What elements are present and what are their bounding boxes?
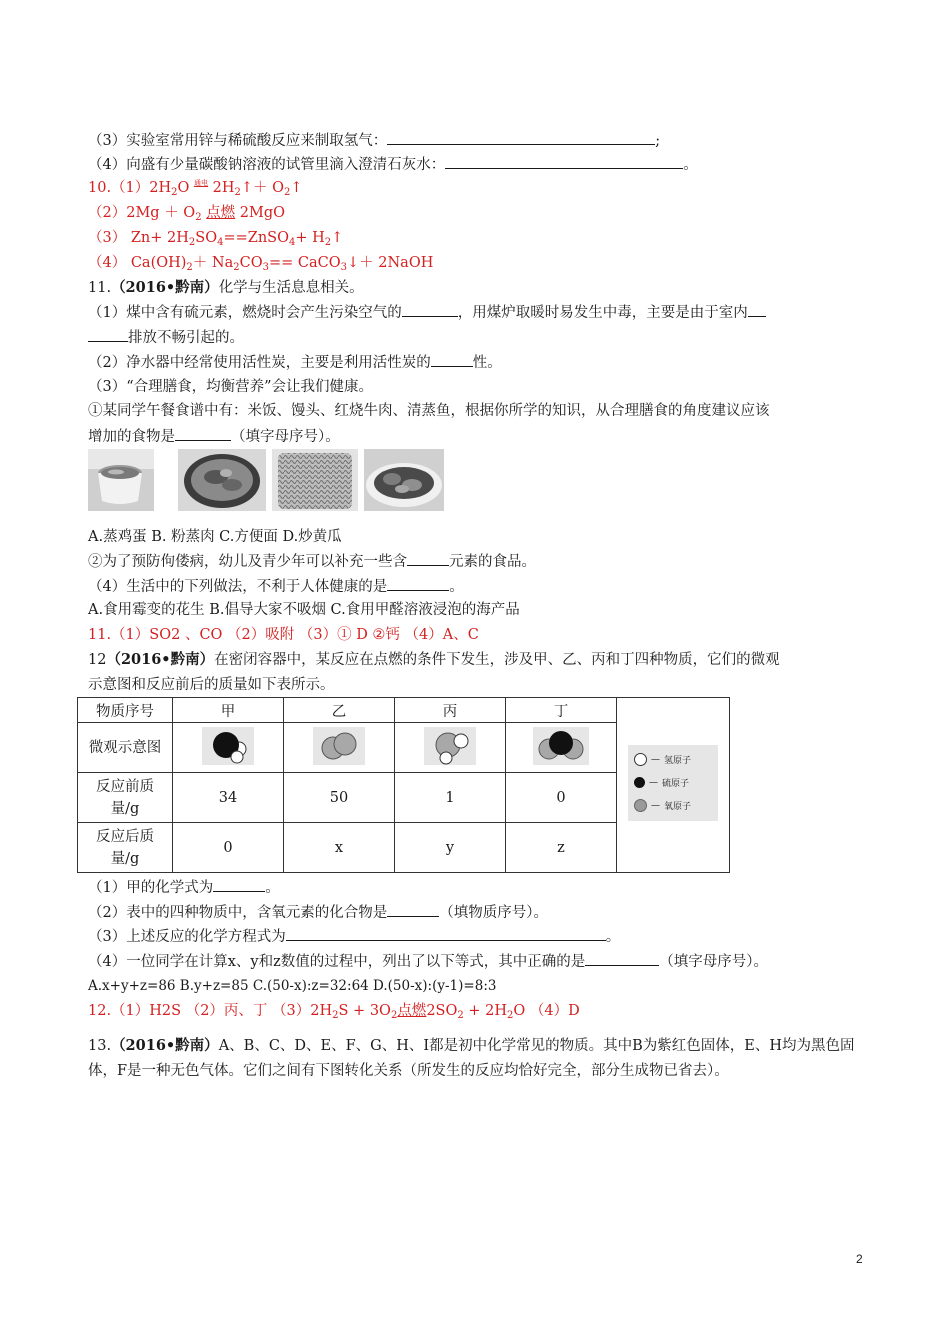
answer-10-line4 xyxy=(88,253,433,273)
q-options: A.x+y+z=86 B.y+z=85 C.(50-x):z=32:64 D.(50-x):(y-1)=8:3 xyxy=(88,978,497,994)
q-text: 在密闭容器中，某反应在点燃的条件下发生，涉及甲、乙、丙和丁四种物质，它们的微观 xyxy=(214,652,780,668)
subscript: 2 xyxy=(457,1010,464,1021)
subscript: 2 xyxy=(188,237,196,248)
legend-oxygen: — 氧原子 xyxy=(634,799,691,812)
legend-hydrogen: — 氢原子 xyxy=(634,753,691,766)
ans-text: ==ZnSO xyxy=(223,230,290,246)
q-text: 排放不畅引起的。 xyxy=(128,330,244,346)
ans-text: + 2H xyxy=(463,1003,507,1019)
photo-fried-cucumber xyxy=(364,449,444,511)
photo-instant-noodles xyxy=(272,449,358,511)
legend-label: 氢原子 xyxy=(664,756,692,766)
q-text: ①某同学午餐食谱中有：米饭、馒头、红烧牛肉、清蒸鱼，根据你所学的知识，从合理膳食的角度建议应该 xyxy=(88,403,770,419)
answer-10-line1 xyxy=(88,178,303,200)
ans-text: ↑ xyxy=(331,230,344,246)
q-text: （3）“合理膳食，均衡营养”会让我们健康。 xyxy=(88,379,374,395)
q11-title xyxy=(88,278,364,298)
table-row-label xyxy=(78,723,173,773)
oxygen-atom-icon xyxy=(634,799,647,812)
molecule-yi xyxy=(284,723,395,773)
answer-blank[interactable] xyxy=(445,154,683,169)
q12-s3 xyxy=(88,926,620,947)
subscript: 2 xyxy=(234,187,241,198)
molecule-bing xyxy=(395,723,506,773)
h2s-molecule-icon xyxy=(202,727,254,765)
table-cell: 0 xyxy=(173,823,284,873)
q11-p4 xyxy=(88,576,464,597)
subscript: 2 xyxy=(506,1010,514,1021)
q-text: 。 xyxy=(605,929,621,945)
q11-p3-1b xyxy=(88,426,340,447)
question-number: 11. xyxy=(88,280,112,296)
answer-blank[interactable] xyxy=(387,902,439,917)
q-text: A、B、C、D、E、F、G、H、I都是初中化学常见的物质。其中B为紫红色固体，E、H均为黑色固 xyxy=(218,1038,855,1054)
molecule-jia xyxy=(173,723,284,773)
subscript: 3 xyxy=(340,262,347,273)
q-options: A.食用霉变的花生 B.倡导大家不吸烟 C.食用甲醛溶液浸泡的海产品 xyxy=(88,602,520,618)
table-row-label xyxy=(78,773,173,823)
answer-10-line3 xyxy=(88,228,343,248)
q11-p2 xyxy=(88,352,502,373)
q13-line1 xyxy=(88,1036,855,1056)
legend-label: 硫原子 xyxy=(662,779,690,789)
subscript: 2 xyxy=(233,262,240,273)
q10-part3-text: （3）实验室常用锌与稀硫酸反应来制取氢气： xyxy=(88,133,388,149)
q11-p1-cont xyxy=(88,327,244,348)
subscript: 4 xyxy=(289,237,296,248)
q-text: 增加的食物是 xyxy=(88,429,175,445)
q12-s1 xyxy=(88,877,280,898)
food-photos xyxy=(88,449,444,511)
question-number: 12 xyxy=(88,652,107,668)
sulfur-atom-icon xyxy=(634,777,645,788)
answer-blank[interactable] xyxy=(585,951,659,966)
answer-blank[interactable] xyxy=(402,302,458,317)
q11-p3-1 xyxy=(88,401,770,421)
answer-blank[interactable] xyxy=(387,130,655,145)
subscript: 2 xyxy=(324,237,332,248)
so2-molecule-icon xyxy=(533,727,589,765)
ans-text: （3） Zn+ 2H xyxy=(88,230,189,246)
question-source: （2016•黔南） xyxy=(106,651,215,668)
atom-legend xyxy=(628,745,718,821)
q-text: 示意图和反应前后的质量如下表所示。 xyxy=(88,677,335,693)
ans-text: ↑＋ O xyxy=(240,180,285,196)
row-label-text: 反应前质量/g xyxy=(96,778,154,817)
ans-text: （4） Ca(OH) xyxy=(88,255,187,271)
hydrogen-atom-icon xyxy=(634,753,647,766)
q13-line2 xyxy=(88,1061,729,1081)
q-text: （填字母序号）。 xyxy=(231,429,340,445)
ans-text: 11.（1）SO2 、CO （2）吸附 （3）① D ②钙 （4）A、C xyxy=(88,627,479,643)
q-text: （1）煤中含有硫元素，燃烧时会产生污染空气的 xyxy=(88,305,402,321)
photo-steamed-pork xyxy=(178,449,266,511)
ans-text: 2MgO xyxy=(239,205,286,221)
q-text: ②为了预防佝偻病，幼儿及青少年可以补充一些含 xyxy=(88,554,407,570)
ans-text: ↓＋ 2NaOH xyxy=(347,255,434,271)
q-text: （1）甲的化学式为 xyxy=(88,880,214,896)
subscript: 2 xyxy=(332,1010,339,1021)
q10-part4-end: 。 xyxy=(683,157,698,173)
question-source: （2016•黔南） xyxy=(111,279,219,296)
table-cell: 0 xyxy=(506,773,617,823)
question-title: 化学与生活息息相关。 xyxy=(218,280,364,296)
ans-text: CO xyxy=(239,255,263,271)
table-header: 乙 xyxy=(284,698,395,723)
subscript: 2 xyxy=(171,187,178,198)
q-text: （3）上述反应的化学方程式为 xyxy=(88,929,286,945)
photo-steamed-egg xyxy=(88,449,154,511)
q11-p3 xyxy=(88,377,373,397)
atom-legend-cell xyxy=(617,698,730,873)
ans-text: O xyxy=(177,180,190,196)
reaction-condition: 点燃 xyxy=(397,1003,427,1019)
table-header: 丙 xyxy=(395,698,506,723)
q12-intro2 xyxy=(88,675,335,695)
q-text: （2）表中的四种物质中，含氧元素的化合物是 xyxy=(88,905,388,921)
ans-text: S + 3O xyxy=(338,1003,391,1019)
answer-blank[interactable] xyxy=(175,426,231,441)
q-text: 体，F是一种无色气体。它们之间有下图转化关系（所发生的反应均恰好完全，部分生成物已省去）。 xyxy=(88,1063,729,1079)
table-cell: 50 xyxy=(284,773,395,823)
table-header: 丁 xyxy=(506,698,617,723)
legend-label: 氧原子 xyxy=(664,802,692,812)
ans-text: 2H xyxy=(212,180,235,196)
ans-text: + H xyxy=(295,230,325,246)
subscript: 4 xyxy=(217,237,224,248)
q11-p3-2 xyxy=(88,551,536,572)
subscript: 2 xyxy=(186,262,193,273)
q11-p4-options xyxy=(88,600,520,620)
question-source: （2016•黔南） xyxy=(111,1037,219,1054)
q11-p1 xyxy=(88,302,766,323)
answer-blank[interactable] xyxy=(748,302,766,317)
row-label-text: 反应后质量/g xyxy=(96,828,154,867)
q-text: （4）生活中的下列做法，不利于人体健康的是 xyxy=(88,579,388,595)
answer-blank[interactable] xyxy=(286,926,606,941)
table-cell: 34 xyxy=(173,773,284,823)
q10-part3-end: ; xyxy=(655,133,661,149)
q12-options xyxy=(88,976,496,996)
subscript: 3 xyxy=(262,262,269,273)
table-cell: y xyxy=(395,823,506,873)
h2o-molecule-icon xyxy=(424,727,476,765)
table-header: 甲 xyxy=(173,698,284,723)
q-text: （4）一位同学在计算x、y和z数值的过程中，列出了以下等式，其中正确的是 xyxy=(88,954,586,970)
subscript: 2 xyxy=(284,187,291,198)
ans-text: SO xyxy=(195,230,218,246)
q12-title xyxy=(88,650,780,670)
q-text: ，用煤炉取暖时易发生中毒，主要是由于室内 xyxy=(457,305,748,321)
legend-sulfur: — 硫原子 xyxy=(634,776,689,789)
reaction-condition: 点燃 xyxy=(206,205,236,221)
table-row-label xyxy=(78,823,173,873)
data-table xyxy=(77,697,730,873)
q-text: 。 xyxy=(265,880,280,896)
ans-text: == CaCO xyxy=(268,255,341,271)
ans-text: ↑ xyxy=(290,180,303,196)
answer-blank[interactable] xyxy=(88,327,128,342)
question-number: 13. xyxy=(88,1038,112,1054)
q-text: 。 xyxy=(449,579,464,595)
subscript: 2 xyxy=(195,212,202,223)
table-header: 物质序号 xyxy=(78,698,173,723)
q12-s4 xyxy=(88,951,768,972)
q-text: （2）净水器中经常使用活性炭，主要是利用活性炭的 xyxy=(88,355,431,371)
q-text: （填字母序号）。 xyxy=(659,954,768,970)
answer-11 xyxy=(88,625,479,645)
q-options: A.蒸鸡蛋 B. 粉蒸肉 C.方便面 D.炒黄瓜 xyxy=(88,529,342,545)
reaction-condition: 通电 xyxy=(194,179,209,187)
q-text: 性。 xyxy=(472,355,502,371)
table-cell: z xyxy=(506,823,617,873)
subscript: 2 xyxy=(390,1010,398,1021)
answer-blank[interactable] xyxy=(213,877,265,892)
q12-s2 xyxy=(88,902,548,923)
table-cell: x xyxy=(284,823,395,873)
q-text: （填物质序号）。 xyxy=(439,905,548,921)
answer-blank[interactable] xyxy=(431,352,473,367)
q10-part4-text: （4）向盛有少量碳酸钠溶液的试管里滴入澄清石灰水： xyxy=(88,157,446,173)
answer-12 xyxy=(88,1001,580,1021)
answer-10-line2 xyxy=(88,203,285,223)
q10-part3 xyxy=(88,130,660,151)
ans-text: （2）2Mg ＋ O xyxy=(88,205,196,221)
ans-text: ＋ Na xyxy=(192,255,234,271)
ans-text: 2SO xyxy=(426,1003,458,1019)
q11-options xyxy=(88,527,342,547)
answer-blank[interactable] xyxy=(387,576,449,591)
o2-molecule-icon xyxy=(313,727,365,765)
ans-text: 10.（1）2H xyxy=(88,180,172,196)
ans-text: 12.（1）H2S （2）丙、丁 （3）2H xyxy=(88,1003,333,1019)
row-label-text: 微观示意图 xyxy=(88,739,162,756)
q10-part4 xyxy=(88,154,698,175)
q-text: 元素的食品。 xyxy=(449,554,536,570)
molecule-ding xyxy=(506,723,617,773)
ans-text: O （4）D xyxy=(513,1003,580,1019)
table-cell: 1 xyxy=(395,773,506,823)
page-number: 2 xyxy=(856,1252,863,1266)
answer-blank[interactable] xyxy=(407,551,449,566)
